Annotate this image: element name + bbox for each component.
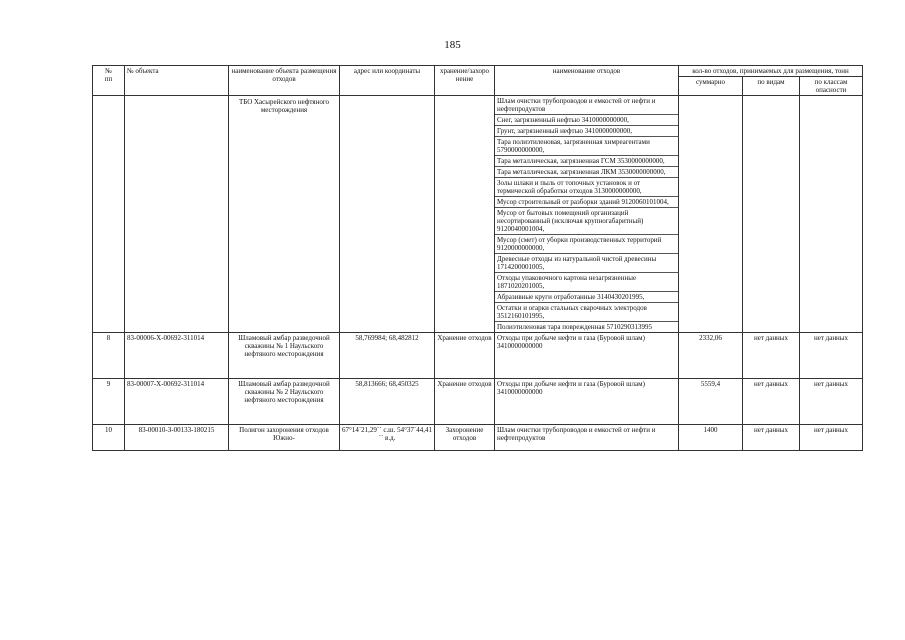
waste-item: Мусор строительный от разборки зданий 9120060101004, — [495, 197, 678, 208]
table-row — [93, 425, 863, 451]
waste-item: Грунт, загрязненный нефтью 3410000000000, — [495, 126, 678, 137]
row-total: 2332,06 — [679, 333, 743, 379]
waste-item: Отходы упаковочного картона незагрязненные 1871020201005, — [495, 273, 678, 292]
row-waste: Отходы при добыче нефти и газа (Буровой шлам) 3410000000000 — [495, 333, 679, 379]
row-by-class: нет данных — [800, 425, 863, 451]
waste-item: Полиэтиленовая тара поврежденная 5710290313995 — [497, 323, 652, 331]
continuation-row — [93, 96, 863, 333]
row-object-name: Полигон захоронения отходов Южно- — [229, 425, 340, 451]
waste-item: Тара полиэтиленовая, загрязненная химреагентами 5790000000000, — [495, 137, 678, 156]
row-num: 10 — [93, 425, 125, 451]
cont-storage — [435, 96, 495, 333]
page-number: 185 — [444, 39, 461, 51]
row-address: 58,813666; 68,450325 — [340, 379, 435, 425]
row-object-name: Шламовый амбар разведочной скважины № 2 Наульского нефтяного месторождения — [229, 379, 340, 425]
row-by-type: нет данных — [743, 425, 800, 451]
waste-item: Древесные отходы из натуральной чистой древесины 1714200001005, — [495, 254, 678, 273]
row-by-class: нет данных — [800, 333, 863, 379]
cont-by-type — [743, 96, 800, 333]
row-object-num: 83-00010-З-00133-180215 — [125, 425, 229, 451]
row-total: 5559,4 — [679, 379, 743, 425]
header-by-type: по видам — [743, 77, 800, 96]
header-quantity: кол-во отходов, принимаемых для размещения, тонн — [679, 66, 863, 77]
row-object-num: 83-00007-Х-00692-311014 — [125, 379, 229, 425]
row-by-class: нет данных — [800, 379, 863, 425]
row-address: 58,769984; 68,482812 — [340, 333, 435, 379]
header-object-name: наименование объекта размещения отходов — [229, 66, 340, 96]
row-by-type: нет данных — [743, 333, 800, 379]
waste-item: Тара металлическая, загрязненная ГСМ 3530000000000, — [495, 156, 678, 167]
row-waste: Отходы при добыче нефти и газа (Буровой шлам) 3410000000000 — [495, 379, 679, 425]
row-num: 9 — [93, 379, 125, 425]
row-by-type: нет данных — [743, 379, 800, 425]
cont-address — [340, 96, 435, 333]
cont-num — [93, 96, 125, 333]
row-storage: Хранение отходов — [435, 379, 495, 425]
header-total: суммарно — [679, 77, 743, 96]
waste-registry-table — [92, 65, 863, 451]
header-address: адрес или координаты — [340, 66, 435, 96]
cont-object-num — [125, 96, 229, 333]
header-num: № пп — [93, 66, 125, 96]
table-row — [93, 333, 863, 379]
row-waste: Шлам очистки трубопроводов и емкостей от нефти и нефтепродуктов — [495, 425, 679, 451]
waste-item: Мусор (смет) от уборки производственных территорий 9120000000000, — [495, 235, 678, 254]
row-address: 67°14´21,29´´ с.ш. 54°37´44,41´´ в.д. — [340, 425, 435, 451]
waste-item: Золы шлаки и пыль от топочных установок и от термической обработки отходов 3130000000000, — [495, 178, 678, 197]
table-row — [93, 379, 863, 425]
cont-wastes — [495, 96, 679, 333]
waste-item: Абразивные круги отработанные 3140430201995, — [495, 292, 678, 303]
cont-object-name — [229, 96, 340, 333]
waste-item: Остатки и огарки стальных сварочных электродов 3512160101995, — [495, 303, 678, 322]
header-row — [93, 66, 863, 77]
waste-item: Тара металлическая, загрязненная ЛКМ 3530000000000, — [495, 167, 678, 178]
row-total: 1400 — [679, 425, 743, 451]
row-storage: Хранение отходов — [435, 333, 495, 379]
cont-total — [679, 96, 743, 333]
header-by-class: по классам опасности — [800, 77, 863, 96]
header-object-num: № объекта — [125, 66, 229, 96]
row-object-name: Шламовый амбар разведочной скважины № 1 Наульского нефтяного месторождения — [229, 333, 340, 379]
row-object-num: 83-00006-Х-00692-311014 — [125, 333, 229, 379]
header-waste-name: наименование отходов — [495, 66, 679, 96]
waste-item: Мусор от бытовых помещений организаций несортированный (исключая крупногабаритный) 9120040001004, — [495, 208, 678, 235]
waste-item: Снег, загрязненный нефтью 3410000000000, — [495, 115, 678, 126]
row-num: 8 — [93, 333, 125, 379]
header-storage: хранение/захоро нение — [435, 66, 495, 96]
row-storage: Захоронение отходов — [435, 425, 495, 451]
cont-object-name-text: ТБО Хасырейского нефтяного месторождения — [238, 98, 330, 114]
cont-by-class — [800, 96, 863, 333]
waste-item: Шлам очистки трубопроводов и емкостей от нефти и нефтепродуктов — [495, 96, 678, 115]
